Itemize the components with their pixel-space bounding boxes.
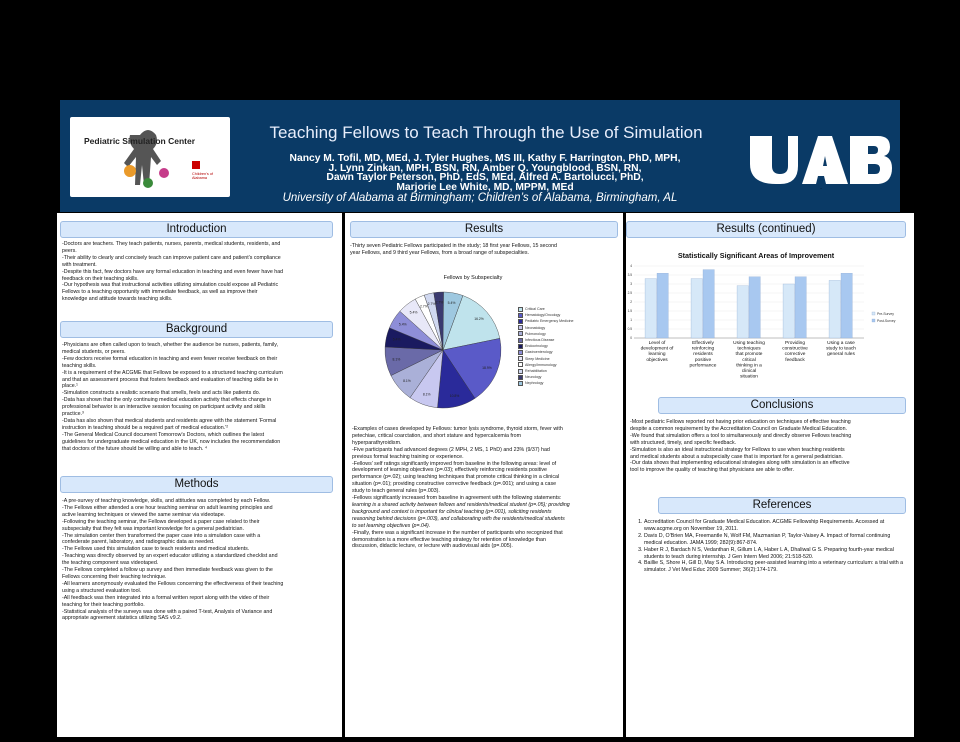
conclusions-line: and medical students about a subspecialty case that is important for a general pediatrician. [630,453,843,460]
conclusions-line: -We found that simulation offers a tool to simultaneously and directly observe Fellows teaching [630,432,852,439]
uab-logo-text: UAB [820,189,823,190]
legend-label: Gastroenterology [525,350,553,355]
methods-line: appropriate agreement statistics utilizing SAS v9.2. [62,615,182,622]
background-text [62,342,338,453]
legend-label: Neonatology [525,325,546,330]
background-line: that doctors of the future should be willing and able to teach. ⁴ [62,445,208,452]
background-line: -It is a requirement of the ACGME that Fellows be exposed to a structured teaching curriculum [62,369,283,376]
results-text [352,426,622,550]
methods-line: -Teaching was directly observed by an expert educator utilizing a standardized checklist and [62,553,278,560]
y-tick-label: 1 [630,318,632,323]
results-line: background and context is important for clinical teaching (p=.001), soliciting residents [352,508,552,515]
background-line: -Physicians are often called upon to teach, whether the audience be nurses, patients, family, [62,342,279,348]
results-line: demonstration is a more effective teaching strategy for retention of knowledge than [352,536,546,543]
background-line: -Data has shown that the only continuing medical education activity that effects change in [62,397,272,404]
introduction-text [62,241,338,303]
results-line: study to teach general rules (p=.003). [352,488,440,495]
methods-line: -The Fellows either attended a one hour teaching seminar on adult learning principles and [62,504,273,511]
authors-line-4: Marjorie Lee White, MD, MPPM, MEd [396,182,574,194]
results-line: previous formal teaching training or experience. [352,453,464,460]
introduction-heading: Introduction [60,221,333,238]
methods-heading: Methods [60,476,333,493]
bar-pre [829,280,840,338]
pie-slice-label: 5.4% [409,310,418,315]
methods-line: -Statistical analysis of the surveys was done with a paired T-test, Analysis of Variance and [62,608,273,615]
bar-legend-label: Post-Survey [877,319,896,323]
background-line: teaching skills. [62,362,97,369]
y-tick-label: 2.5 [627,291,632,296]
conclusions-heading: Conclusions [658,397,906,414]
legend-swatch [518,381,523,386]
x-category-label: Providing constructive corrective feedback [782,341,808,363]
methods-line: using a structured evaluation tool. [62,587,142,594]
background-line: -Data has also shown that medical students and residents agree with the statement ‘Formal [62,417,277,424]
background-line: instruction in teaching should be a required part of medical education.’² [62,424,229,431]
methods-line: -The Fellows used this simulation case to teach residents and medical students. [62,546,250,553]
bar-post [749,277,760,338]
results-line: situation (p=.01); providing constructive corrective feedback (p=.001); and using a case [352,481,557,488]
results-line: performance (p=.02); using teaching techniques that promote critical thinking in a clinical [352,474,560,481]
bar-post [795,277,806,338]
background-line: place.¹ [62,383,78,390]
conclusions-line: despite a common requirement by the Accreditation Council on Graduate Medical Education. [630,425,847,432]
legend-label: Infectious Disease [525,338,555,343]
conclusions-line: -Our data shows that implementing educational strategies along with simulation is an effective [630,460,850,467]
background-heading: Background [60,321,333,338]
bar-legend-label: Pre-Survey [877,312,894,316]
legend-swatch [518,307,523,312]
methods-line: teaching for their teaching portfolio. [62,601,145,608]
pie-chart-title: Fellows by Subspecialty [443,275,503,281]
background-line: professional behavior is an interactive session focusing on participant activity and skills [62,404,266,411]
methods-line: the teaching component was videotaped. [62,560,159,567]
pie-slice-label: 8.1% [422,392,431,397]
background-line: -Simulation constructs a realistic scenario that smells, feels and acts like patients do. [62,390,261,397]
x-category-label: Using a case study to teach general rules [826,341,856,358]
methods-line: -A pre-survey of teaching knowledge, skills, and attitudes was completed by each Fellow. [62,498,271,504]
conclusions-line: -Most pediatric Fellows reported not having prior education on techniques of effective teaching [630,419,851,425]
legend-label: Endocrinology [525,344,548,349]
bar-legend-swatch [872,319,875,322]
introduction-line: -Despite this fact, few doctors have any formal education in teaching and even fewer have had [62,268,284,275]
results-line: to set learning objectives (p=.04). [352,522,431,529]
legend-swatch [518,369,523,374]
background-line: -Few doctors receive formal education in teaching and even fewer receive feedback on their [62,355,278,362]
psc-logo-text: Pediatric Simulation Center [84,136,195,146]
results-heading: Results [350,221,618,238]
y-tick-label: 3 [630,282,632,287]
y-tick-label: 3.5 [627,273,632,278]
background-line: medical students, or peers. [62,348,126,355]
introduction-line: with treatment. [62,261,97,268]
bar-pre [691,279,702,338]
results-line: -Fellows’ self ratings significantly improved from baseline in the following areas: level of [352,460,557,467]
results-intro-text [350,243,620,257]
reference-item: 4. Baillie S, Shore H, Gill D, May S A. Introducing peer-assisted learning into a veterinary curriculum: a trial with a simulator. J Vet Med Educ 2009 Summer; 36(2):174-179. [644,560,906,574]
conclusions-line: -Simulation is also an ideal instructional strategy for Fellows to use when teaching residents [630,446,845,453]
background-line: and that an assessment process that fosters feedback and evaluation of teaching skills be in [62,376,279,383]
improvement-bar-chart [626,248,906,386]
methods-text [62,498,338,622]
pie-slice-label: 5.4% [398,322,407,327]
methods-line: subspecialty that they felt was important knowledge for a general pediatrician. [62,525,244,532]
authors-line-3: Dawn Taylor Peterson, PhD, EdS, MEd, Alfred A. Bartolucci, PhD, [326,172,644,184]
methods-line: -Following the teaching seminar, the Fellows developed a paper case related to their [62,518,260,525]
y-tick-label: 2 [630,300,632,305]
bar-post [657,273,668,338]
pie-slice-label: 2.7% [427,301,436,306]
x-category-label: Using teaching techniques that promote critical thinking in a clinical situation [733,341,765,380]
childrens-logo-text: Children's of Alabama [192,171,213,180]
pie-slice-label: 10.8% [449,394,460,399]
reference-item: 2. Davis D, O’Brien MA, Freemantle N, Wolf FM, Mazmanian P, Taylor-Vaisey A. Impact of formal continuing medical education. JAMA 1999; 282(9):867-874. [644,533,906,547]
legend-label: Critical Care [525,307,545,311]
introduction-line: -Doctors are teachers. They teach patients, nurses, parents, medical students, residents, and [62,241,281,247]
y-tick-label: 0.5 [627,327,632,332]
introduction-line: -Our hypothesis was that instructional activities utilizing simulation could expose all Pediatric [62,282,279,289]
results-intro-line: -Thirty seven Pediatric Fellows participated in the study; 18 first year Fellows, 15 second [350,243,557,249]
bar-pre [783,284,794,338]
pie-slice-label: 16.2% [474,316,484,321]
legend-label: Neurology [525,375,542,380]
background-line: -The General Medical Council document Tomorrow’s Doctors, which outlines the latest [62,431,265,438]
bar-post [841,273,852,338]
references-heading: References [658,497,906,514]
methods-line: active learning techniques or viewed the same seminar via videotape. [62,511,226,518]
legend-swatch [518,344,523,349]
legend-label: Pulmonology [525,331,546,336]
affiliation: University of Alabama at Birmingham; Children’s of Alabama, Birmingham, AL [282,192,678,204]
results-line: -Five participants had advanced degrees (2 MPH, 2 MS, 1 PhD) and 23% (9/37) had [352,446,550,453]
bar-pre [737,286,748,338]
results-intro-line: year Fellows, and 9 third year Fellows, from a broad range of subspecialties. [350,249,530,256]
pie-slice-label: 5.4% [392,337,401,342]
background-line: practice.³ [62,411,84,418]
childrens-logo-mark [192,161,200,169]
methods-line: Fellows concerning their teaching technique. [62,573,167,580]
uab-logo [746,130,894,190]
reference-item: 1. Accreditation Council for Graduate Medical Education. ACGME Fellowship Requirements. Accessed at www.acgme.org on November 19, 2011. [644,519,906,533]
pie-slice-label: 2.7% [435,300,444,305]
introduction-line: peers. [62,247,77,254]
legend-label: Nephrology [525,381,544,386]
results-line: -Fellows significantly increased from baseline in agreement with the following statements: [352,495,562,502]
authors-line-2: J. Lynn Zinkan, MPH, BSN, RN, Amber Q. Youngblood, BSN, RN, [328,162,642,174]
introduction-line: feedback on their teaching skills. [62,275,139,282]
legend-swatch [518,362,523,367]
x-category-label: Effectively reinforcing residents positive performance [689,341,717,369]
childrens-logo [192,161,220,183]
bar-chart-title: Statistically Significant Areas of Improvement [677,251,835,260]
y-tick-label: 0 [630,336,632,341]
conclusions-text [630,419,908,474]
legend-swatch [518,338,523,343]
introduction-line: -Their ability to clearly and concisely teach can improve patient care and patient’s compliance [62,254,281,261]
introduction-line: Fellows to a teaching opportunity with immediate feedback, as well as improve their [62,289,258,296]
legend-swatch [518,356,523,361]
results-line: -Finally, there was a significant increase in the number of participants who recognized that [352,529,563,536]
methods-line: -The Fellows completed a follow up survey and then immediate feedback was given to the [62,567,273,574]
results-line: discussion, didactic lecture, or lecture with audiovisual aids (p=.005). [352,543,513,550]
methods-line: -The simulation center then transformed the paper case into a simulation case with a [62,532,261,539]
background-line: guidelines for undergraduate medical education in the UK, now includes the recommendation [62,438,281,445]
pie-slice-label: 5.4% [447,301,456,306]
reference-item: 3. Haber R J, Bardach N S, Vedanthan R, Gillum L A, Haber L A, Dhaliwal G S. Preparing fourth-year medical students to teach during internship. J Gen Intern Med 2006; 21:518-520. [644,547,906,561]
pie-legend-item [518,380,574,386]
pie-legend-item [518,318,574,324]
pie-legend [518,306,574,387]
poster-title: Teaching Fellows to Teach Through the Use of Simulation [269,123,703,142]
legend-label: Allergy/Immunology [525,362,557,367]
bar-pre [645,279,656,338]
methods-line: -All learners anonymously evaluated the Fellows concerning the effectiveness of their teaching [62,580,284,587]
y-tick-label: 4 [630,264,632,269]
x-category-label: Level of development of learning objectives [640,341,674,363]
authors-line-1: Nancy M. Tofil, MD, MEd, J. Tyler Hughes, MS III, Kathy F. Harrington, PhD, MPH, [289,153,681,164]
bar-post [703,270,714,338]
results-line: -Examples of cases developed by Fellows: tumor lysis syndrome, thyroid storm, fever with [352,426,563,432]
conclusions-line: with structured, timely, and specific feedback. [630,439,737,446]
pie-slice-label: 2.7% [419,304,428,309]
results-line: learning is a shared activity between fellows and residents/medical student (p=.05); providing [352,501,570,508]
legend-swatch [518,313,523,318]
bar-legend-swatch [872,312,875,315]
legend-label: Rehabilitation [525,369,547,374]
pie-slice-label: 18.9% [482,366,492,371]
introduction-line: knowledge and attitude towards teaching skills. [62,296,173,303]
legend-swatch [518,350,523,355]
conclusions-line: tool to improve the quality of teaching that physicians are able to offer. [630,467,794,474]
results-line: development of learning objectives (p=.03); effectively reinforcing residents positive [352,467,547,474]
legend-label: Pediatric Emergency Medicine [525,319,574,324]
references-list [633,519,906,574]
legend-swatch [518,325,523,330]
results-line: petechiae, critical coarctation, and short stature and hypercalcemia from [352,432,521,439]
results-continued-heading: Results (continued) [626,221,906,238]
pediatric-simulation-center-logo [70,117,230,197]
results-line: hyperparathyroidism. [352,439,402,446]
pie-slice-label: 8.1% [392,357,401,362]
legend-swatch [518,375,523,380]
legend-label: Hematology/Oncology [525,313,561,318]
legend-label: Sleep Medicine [525,356,550,361]
legend-swatch [518,319,523,324]
methods-line: -All feedback was then integrated into a formal written report along with the video of their [62,594,270,601]
results-line: reasoning behind decisions (p=.003), and collaborating with the residents/medical students [352,515,565,522]
pie-slice-label: 8.1% [403,379,411,384]
y-tick-label: 1.5 [627,309,632,314]
methods-line: confederate parent, laboratory, and radiographic data as needed. [62,539,215,546]
authors [245,154,725,193]
legend-swatch [518,331,523,336]
